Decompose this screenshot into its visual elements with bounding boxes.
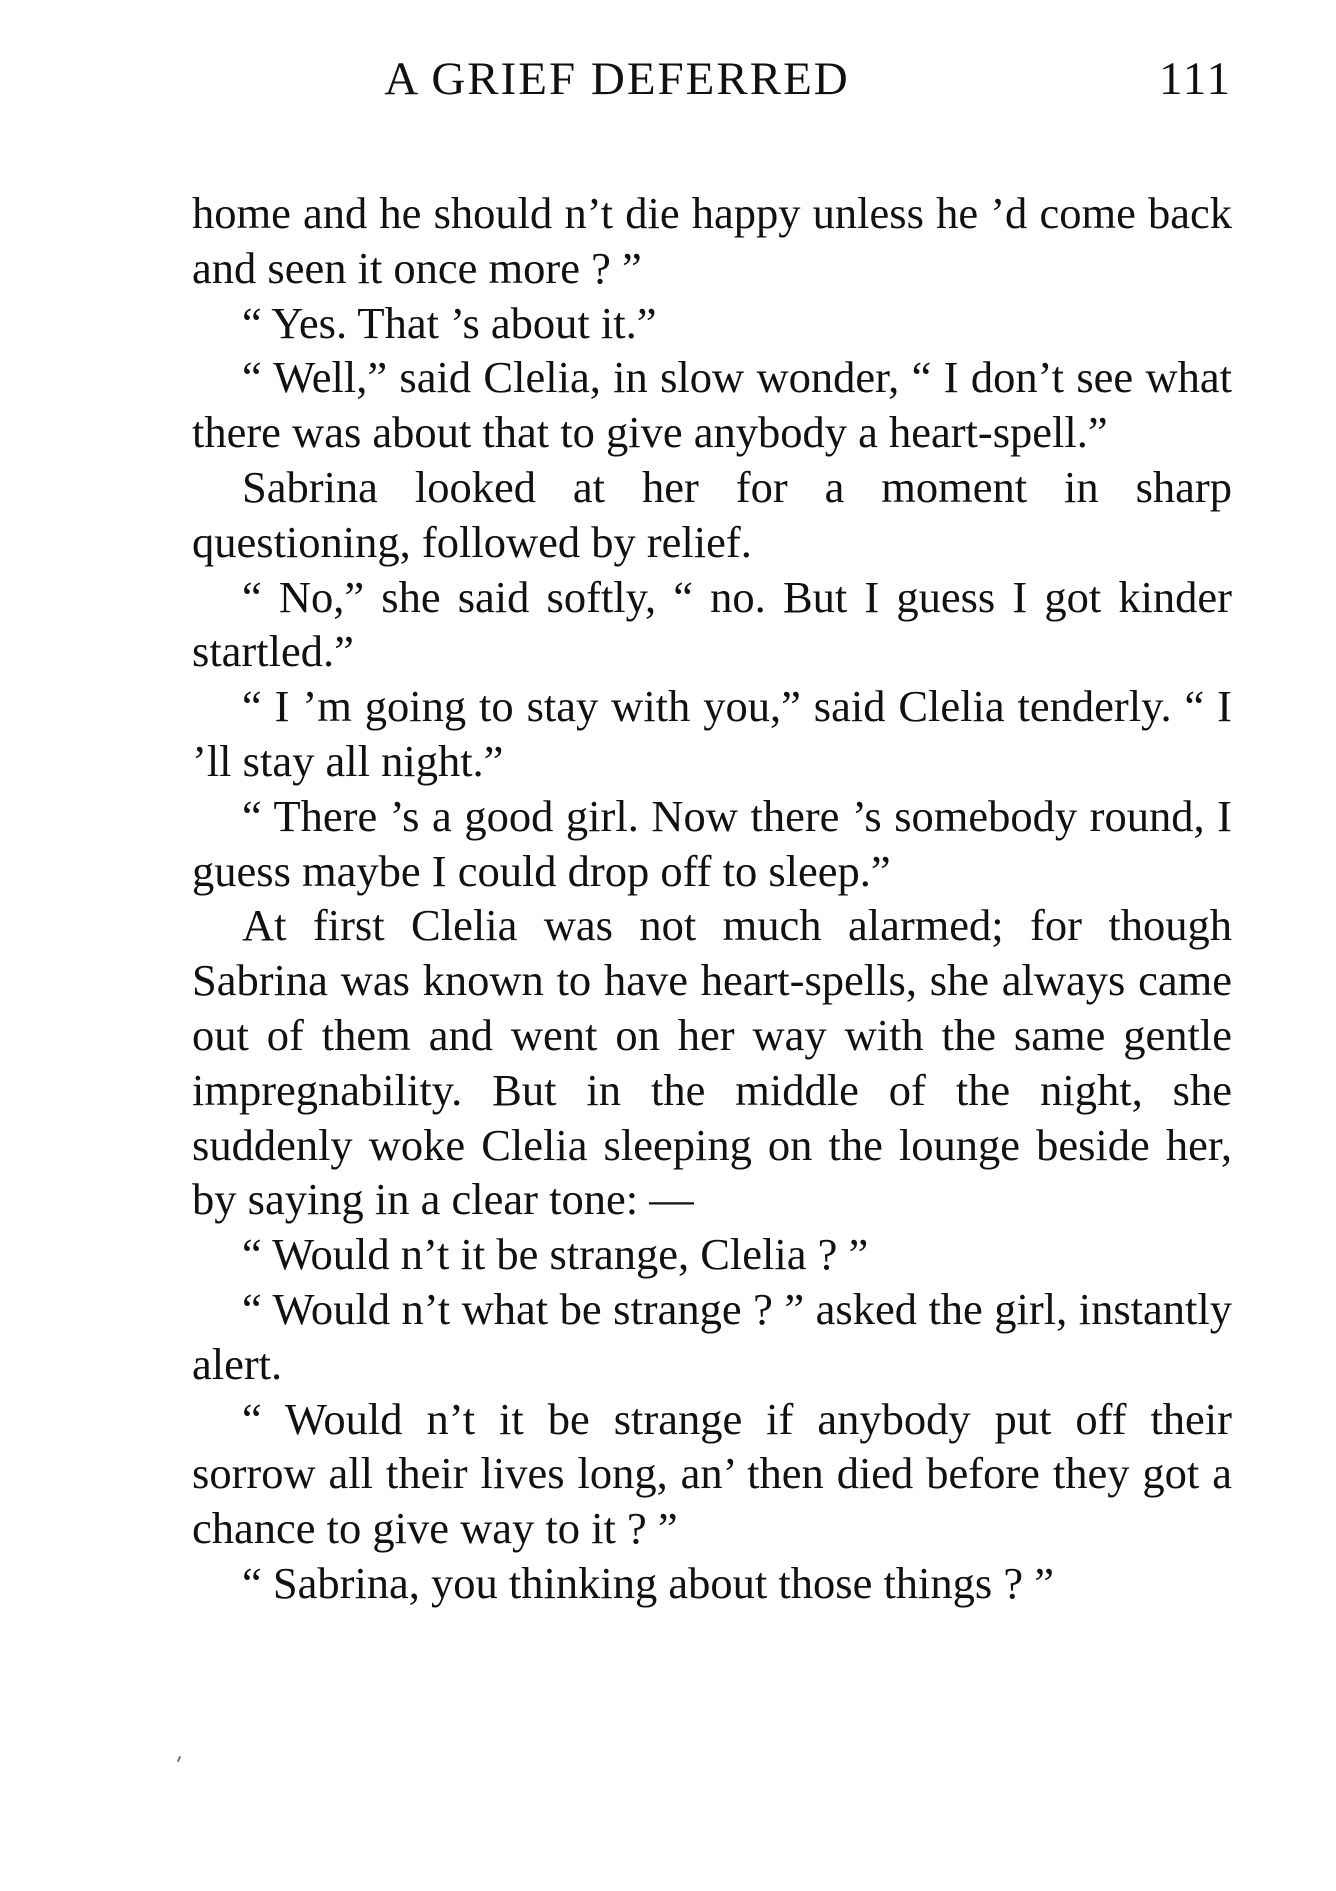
paragraph: “ There ’s a good girl. Now there ’s somebody round, I guess maybe I could drop off to sleep.” <box>192 790 1232 896</box>
paragraph: Sabrina looked at her for a moment in sharp questioning, followed by relief. <box>192 461 1232 567</box>
paragraph: “ I ’m going to stay with you,” said Clelia tenderly. “ I ’ll stay all night.” <box>192 681 1232 786</box>
paragraph: “ Sabrina, you thinking about those things ? ” <box>242 1557 1054 1608</box>
paragraph: “ No,” she said softly, “ no. But I guess I got kinder startled.” <box>192 571 1232 677</box>
paragraph: “ Well,” said Clelia, in slow wonder, “ I don’t see what there was about that to give anybody a heart-spell.” <box>192 352 1232 458</box>
paragraph-continued: home and he should n’t die happy unless he ’d come back and seen it once more ? ” <box>192 188 1232 293</box>
paragraph: “ Would n’t it be strange, Clelia ? ” <box>242 1229 869 1280</box>
page-number: 111 <box>1158 53 1232 105</box>
body-text <box>192 186 1232 1611</box>
book-page <box>192 52 1232 1611</box>
running-header <box>192 52 1232 120</box>
running-title: A GRIEF DEFERRED <box>384 53 850 105</box>
ink-speck <box>177 1756 181 1762</box>
paragraph: “ Would n’t what be strange ? ” asked the girl, instantly alert. <box>192 1283 1232 1389</box>
paragraph: At first Clelia was not much alarmed; for though Sabrina was known to have heart-spells, she always came out of them and went on her way with the same gentle impregnability. But in the middle of the night, she suddenly woke Clelia sleeping on the lounge beside her, by saying in a clear tone: — <box>192 900 1232 1225</box>
paragraph: “ Yes. That ’s about it.” <box>242 297 657 348</box>
paragraph: “ Would n’t it be strange if anybody put off their sorrow all their lives long, an’ then died before they got a chance to give way to it ? ” <box>192 1393 1232 1554</box>
